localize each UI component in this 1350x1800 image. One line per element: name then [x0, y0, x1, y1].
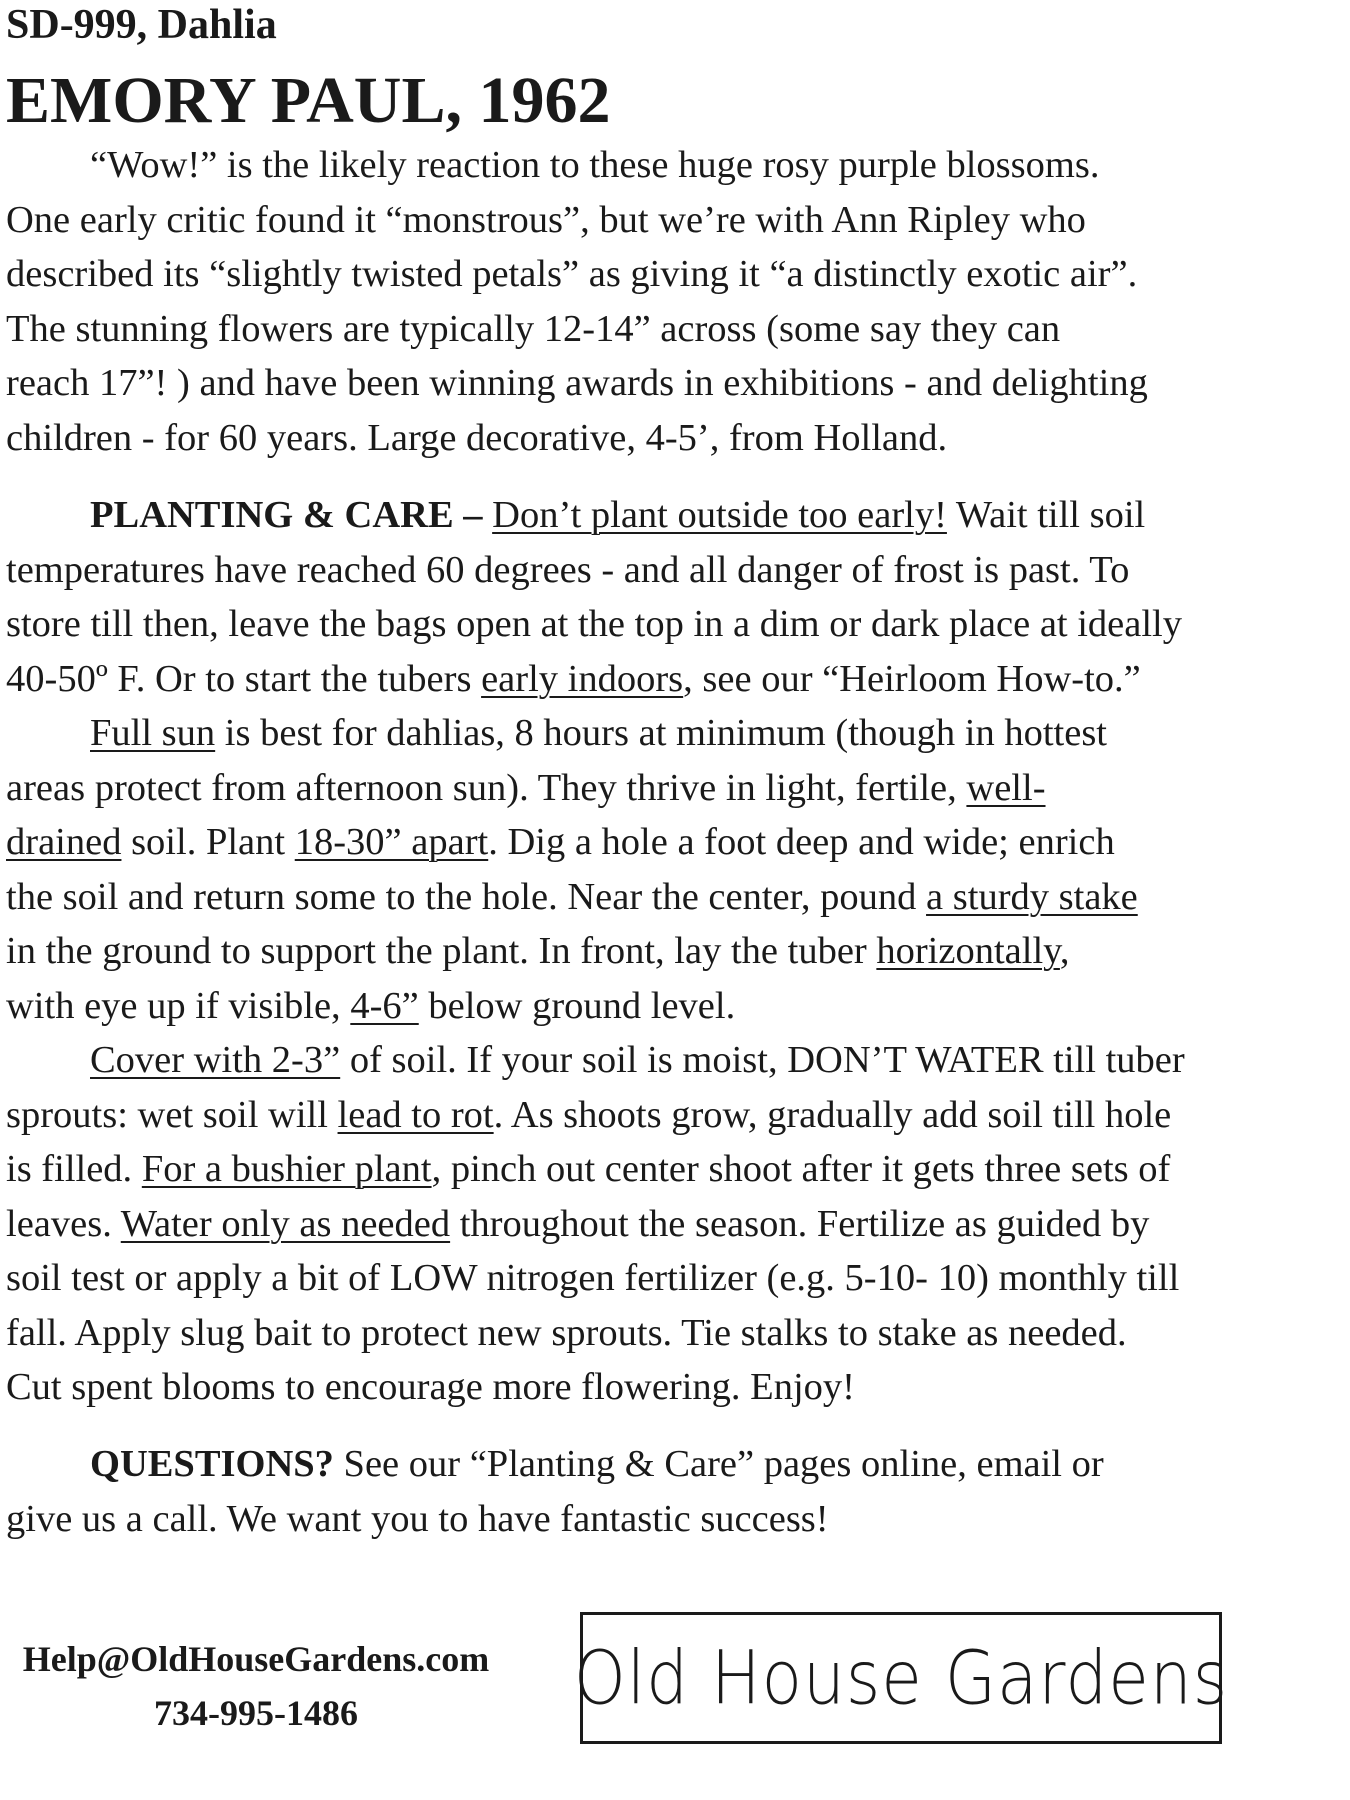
care-line — [6, 706, 1346, 761]
contact-info — [8, 1632, 504, 1740]
care-text: below ground level. — [418, 984, 736, 1027]
care-line — [6, 1088, 1346, 1143]
care-text: the soil and return some to the hole. Near the center, pound — [6, 875, 927, 918]
questions-line: give us a call. We want you to have fantastic success! — [6, 1497, 829, 1540]
questions-section — [6, 1437, 1346, 1546]
care-text: , pinch out center shoot after it gets three sets of — [431, 1148, 1171, 1190]
care-line — [6, 870, 1346, 925]
care-text: , see our “Heirloom How-to.” — [683, 657, 1141, 700]
care-line — [6, 979, 1346, 1034]
care-text: Wait till soil — [946, 494, 1146, 536]
contact-email[interactable]: Help@OldHouseGardens.com — [22, 1639, 490, 1679]
care-line — [6, 815, 1346, 870]
care-text: of soil. If your soil is moist, DON’T WATER till tuber — [340, 1039, 1185, 1081]
care-text: areas protect from afternoon sun). They thrive in light, fertile, — [6, 766, 967, 809]
description-line: reach 17”! ) and have been winning awards in exhibitions - and delighting — [6, 362, 1148, 404]
care-line: soil test or apply a bit of LOW nitrogen fertilizer (e.g. 5-10- 10) monthly till — [6, 1257, 1180, 1299]
care-line — [6, 1197, 1346, 1252]
description-line: “Wow!” is the likely reaction to these huge rosy purple blossoms. — [90, 144, 1100, 186]
planting-care-section — [6, 488, 1346, 1415]
care-line: fall. Apply slug bait to protect new sprouts. Tie stalks to stake as needed. — [6, 1311, 1127, 1354]
care-emphasis: horizontally — [876, 930, 1060, 972]
product-title: EMORY PAUL, 1962 — [6, 64, 611, 137]
brand-logo-text: Old House Gardens — [573, 1634, 1229, 1722]
contact-phone[interactable]: 734-995-1486 — [154, 1693, 358, 1733]
care-emphasis: 18-30” apart — [294, 821, 489, 863]
care-text: sprouts: wet soil will — [6, 1093, 338, 1136]
description-line: described its “slightly twisted petals” as giving it “a distinctly exotic air”. — [6, 253, 1138, 295]
care-text: leaves. — [6, 1202, 121, 1245]
questions-text: See our “Planting & Care” pages online, email or — [333, 1443, 1104, 1485]
description-paragraph — [6, 138, 1346, 465]
care-emphasis: lead to rot — [337, 1093, 494, 1136]
care-line — [6, 761, 1346, 816]
care-text: . As shoots grow, gradually add soil till hole — [493, 1093, 1172, 1136]
care-text: soil. Plant — [121, 821, 295, 863]
care-line — [6, 924, 1346, 979]
care-emphasis: Cover with 2-3” — [90, 1039, 341, 1081]
care-emphasis: early indoors — [481, 657, 684, 700]
care-text: 40-50º F. Or to start the tubers — [6, 657, 482, 700]
care-text: , — [1059, 930, 1070, 972]
care-line — [6, 1033, 1346, 1088]
care-line: Cut spent blooms to encourage more flowering. Enjoy! — [6, 1366, 855, 1408]
care-text: is best for dahlias, 8 hours at minimum (though in hottest — [215, 712, 1108, 754]
care-emphasis: well- — [966, 766, 1046, 809]
care-line — [6, 1142, 1346, 1197]
care-text: is filled. — [6, 1148, 142, 1190]
care-line — [6, 652, 1346, 707]
product-code: SD-999, Dahlia — [6, 2, 277, 48]
care-text: . Dig a hole a foot deep and wide; enrich — [488, 821, 1115, 863]
care-heading: PLANTING & CARE – — [90, 494, 483, 536]
care-text: with eye up if visible, — [6, 984, 351, 1027]
description-line: One early critic found it “monstrous”, but we’re with Ann Ripley who — [6, 198, 1086, 241]
care-line: store till then, leave the bags open at the top in a dim or dark place at ideally — [6, 603, 1182, 645]
brand-logo — [573, 1612, 1229, 1744]
care-emphasis: Don’t plant outside too early! — [492, 494, 947, 536]
care-emphasis: Water only as needed — [120, 1202, 451, 1245]
care-line: temperatures have reached 60 degrees - and all danger of frost is past. To — [6, 548, 1130, 591]
care-emphasis: a sturdy stake — [926, 875, 1138, 918]
questions-heading: QUESTIONS? — [90, 1443, 334, 1485]
care-text: in the ground to support the plant. In front, lay the tuber — [6, 930, 877, 972]
care-emphasis: For a bushier plant — [141, 1148, 432, 1190]
care-emphasis: Full sun — [90, 712, 216, 754]
description-line: children - for 60 years. Large decorative, 4-5’, from Holland. — [6, 416, 948, 459]
care-emphasis: drained — [6, 821, 122, 863]
care-line — [6, 488, 1346, 543]
questions-line — [6, 1437, 1346, 1492]
care-emphasis: 4-6” — [350, 984, 419, 1027]
description-line: The stunning flowers are typically 12-14” across (some say they can — [6, 307, 1061, 350]
care-text: throughout the season. Fertilize as guided by — [450, 1202, 1150, 1245]
